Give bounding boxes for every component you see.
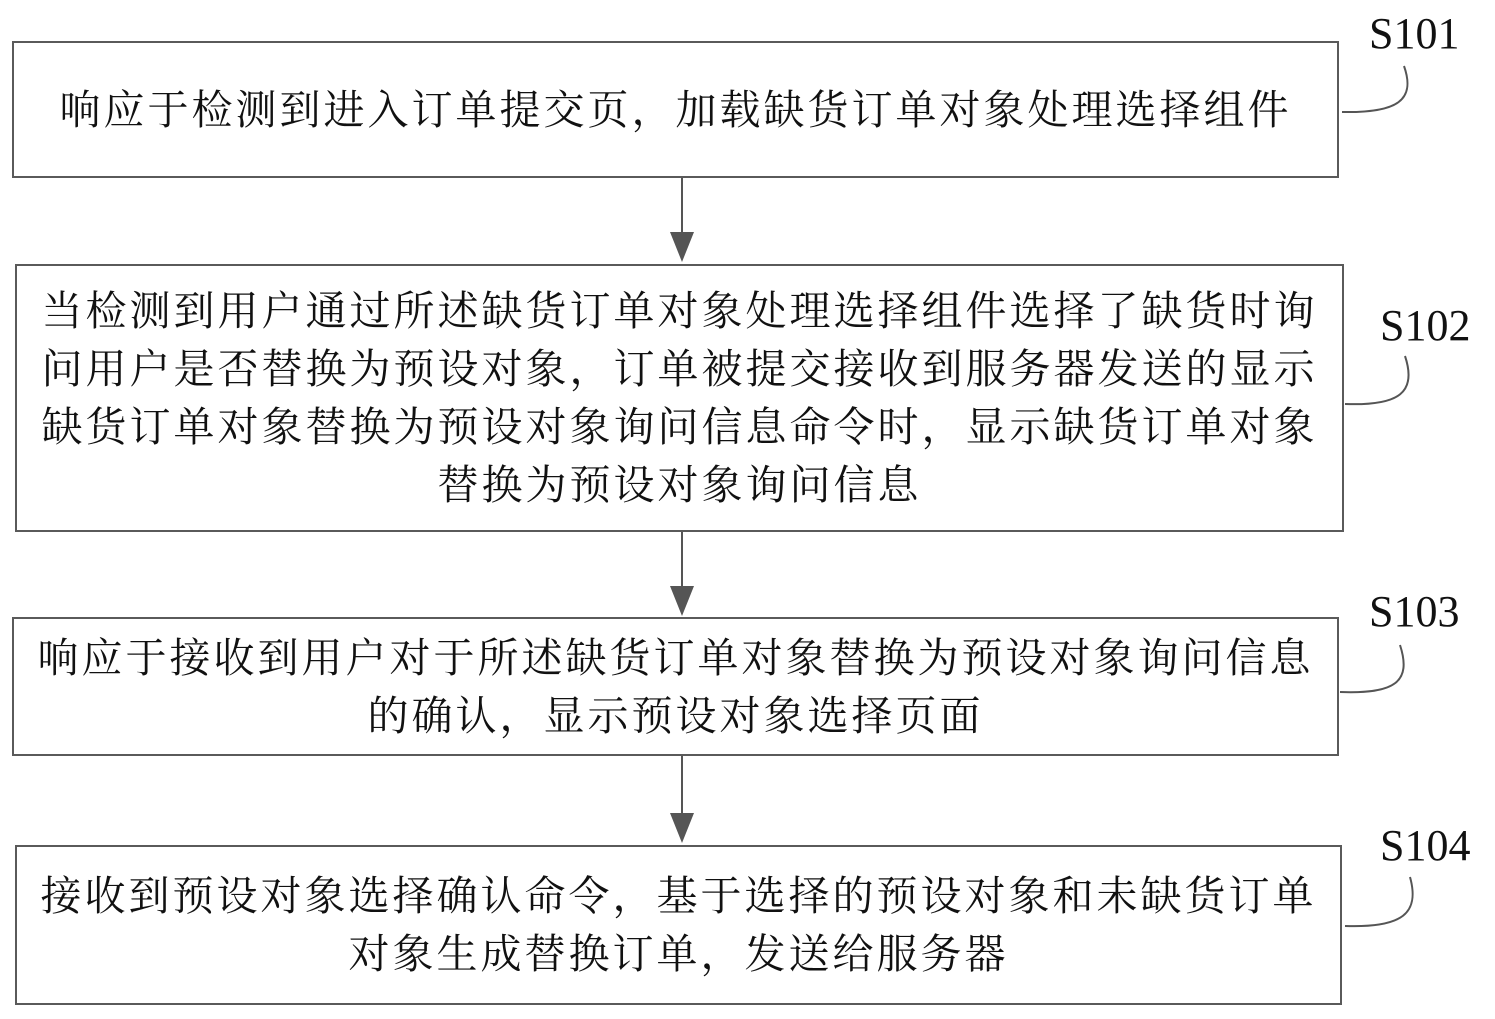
- arrow-s101-to-s102: [670, 178, 694, 262]
- step-box-s101: [12, 41, 1339, 178]
- leader-curve-s101: [1342, 66, 1408, 112]
- step-label-s104: S104: [1380, 821, 1471, 870]
- step-box-s103: [12, 617, 1339, 756]
- leader-curve-s104: [1345, 877, 1413, 926]
- step-text-s103: 响应于接收到用户对于所述缺货订单对象替换为预设对象询问信息的确认，显示预设对象选择页面: [37, 633, 1314, 740]
- step-text-s101: 响应于检测到进入订单提交页，加载缺货订单对象处理选择组件: [59, 85, 1292, 134]
- arrow-s102-to-s103: [670, 532, 694, 616]
- step-box-s104: [15, 845, 1342, 1005]
- step-text-s102: 当检测到用户通过所述缺货订单对象处理选择组件选择了缺货时询问用户是否替换为预设对象，订单被提交接收到服务器发送的显示缺货订单对象替换为预设对象询问信息命令时，显示缺货订单对象替换为预设对象询问信息: [41, 287, 1318, 509]
- leader-curve-s103: [1340, 645, 1404, 692]
- step-label-s103: S103: [1369, 587, 1460, 636]
- leader-curve-s102: [1345, 356, 1409, 404]
- arrow-s103-to-s104: [670, 756, 694, 843]
- step-label-s101: S101: [1369, 9, 1460, 58]
- step-label-s102: S102: [1380, 301, 1471, 350]
- step-box-s102: [15, 264, 1344, 532]
- step-text-s104: 接收到预设对象选择确认命令，基于选择的预设对象和未缺货订单对象生成替换订单，发送给服务器: [40, 872, 1317, 978]
